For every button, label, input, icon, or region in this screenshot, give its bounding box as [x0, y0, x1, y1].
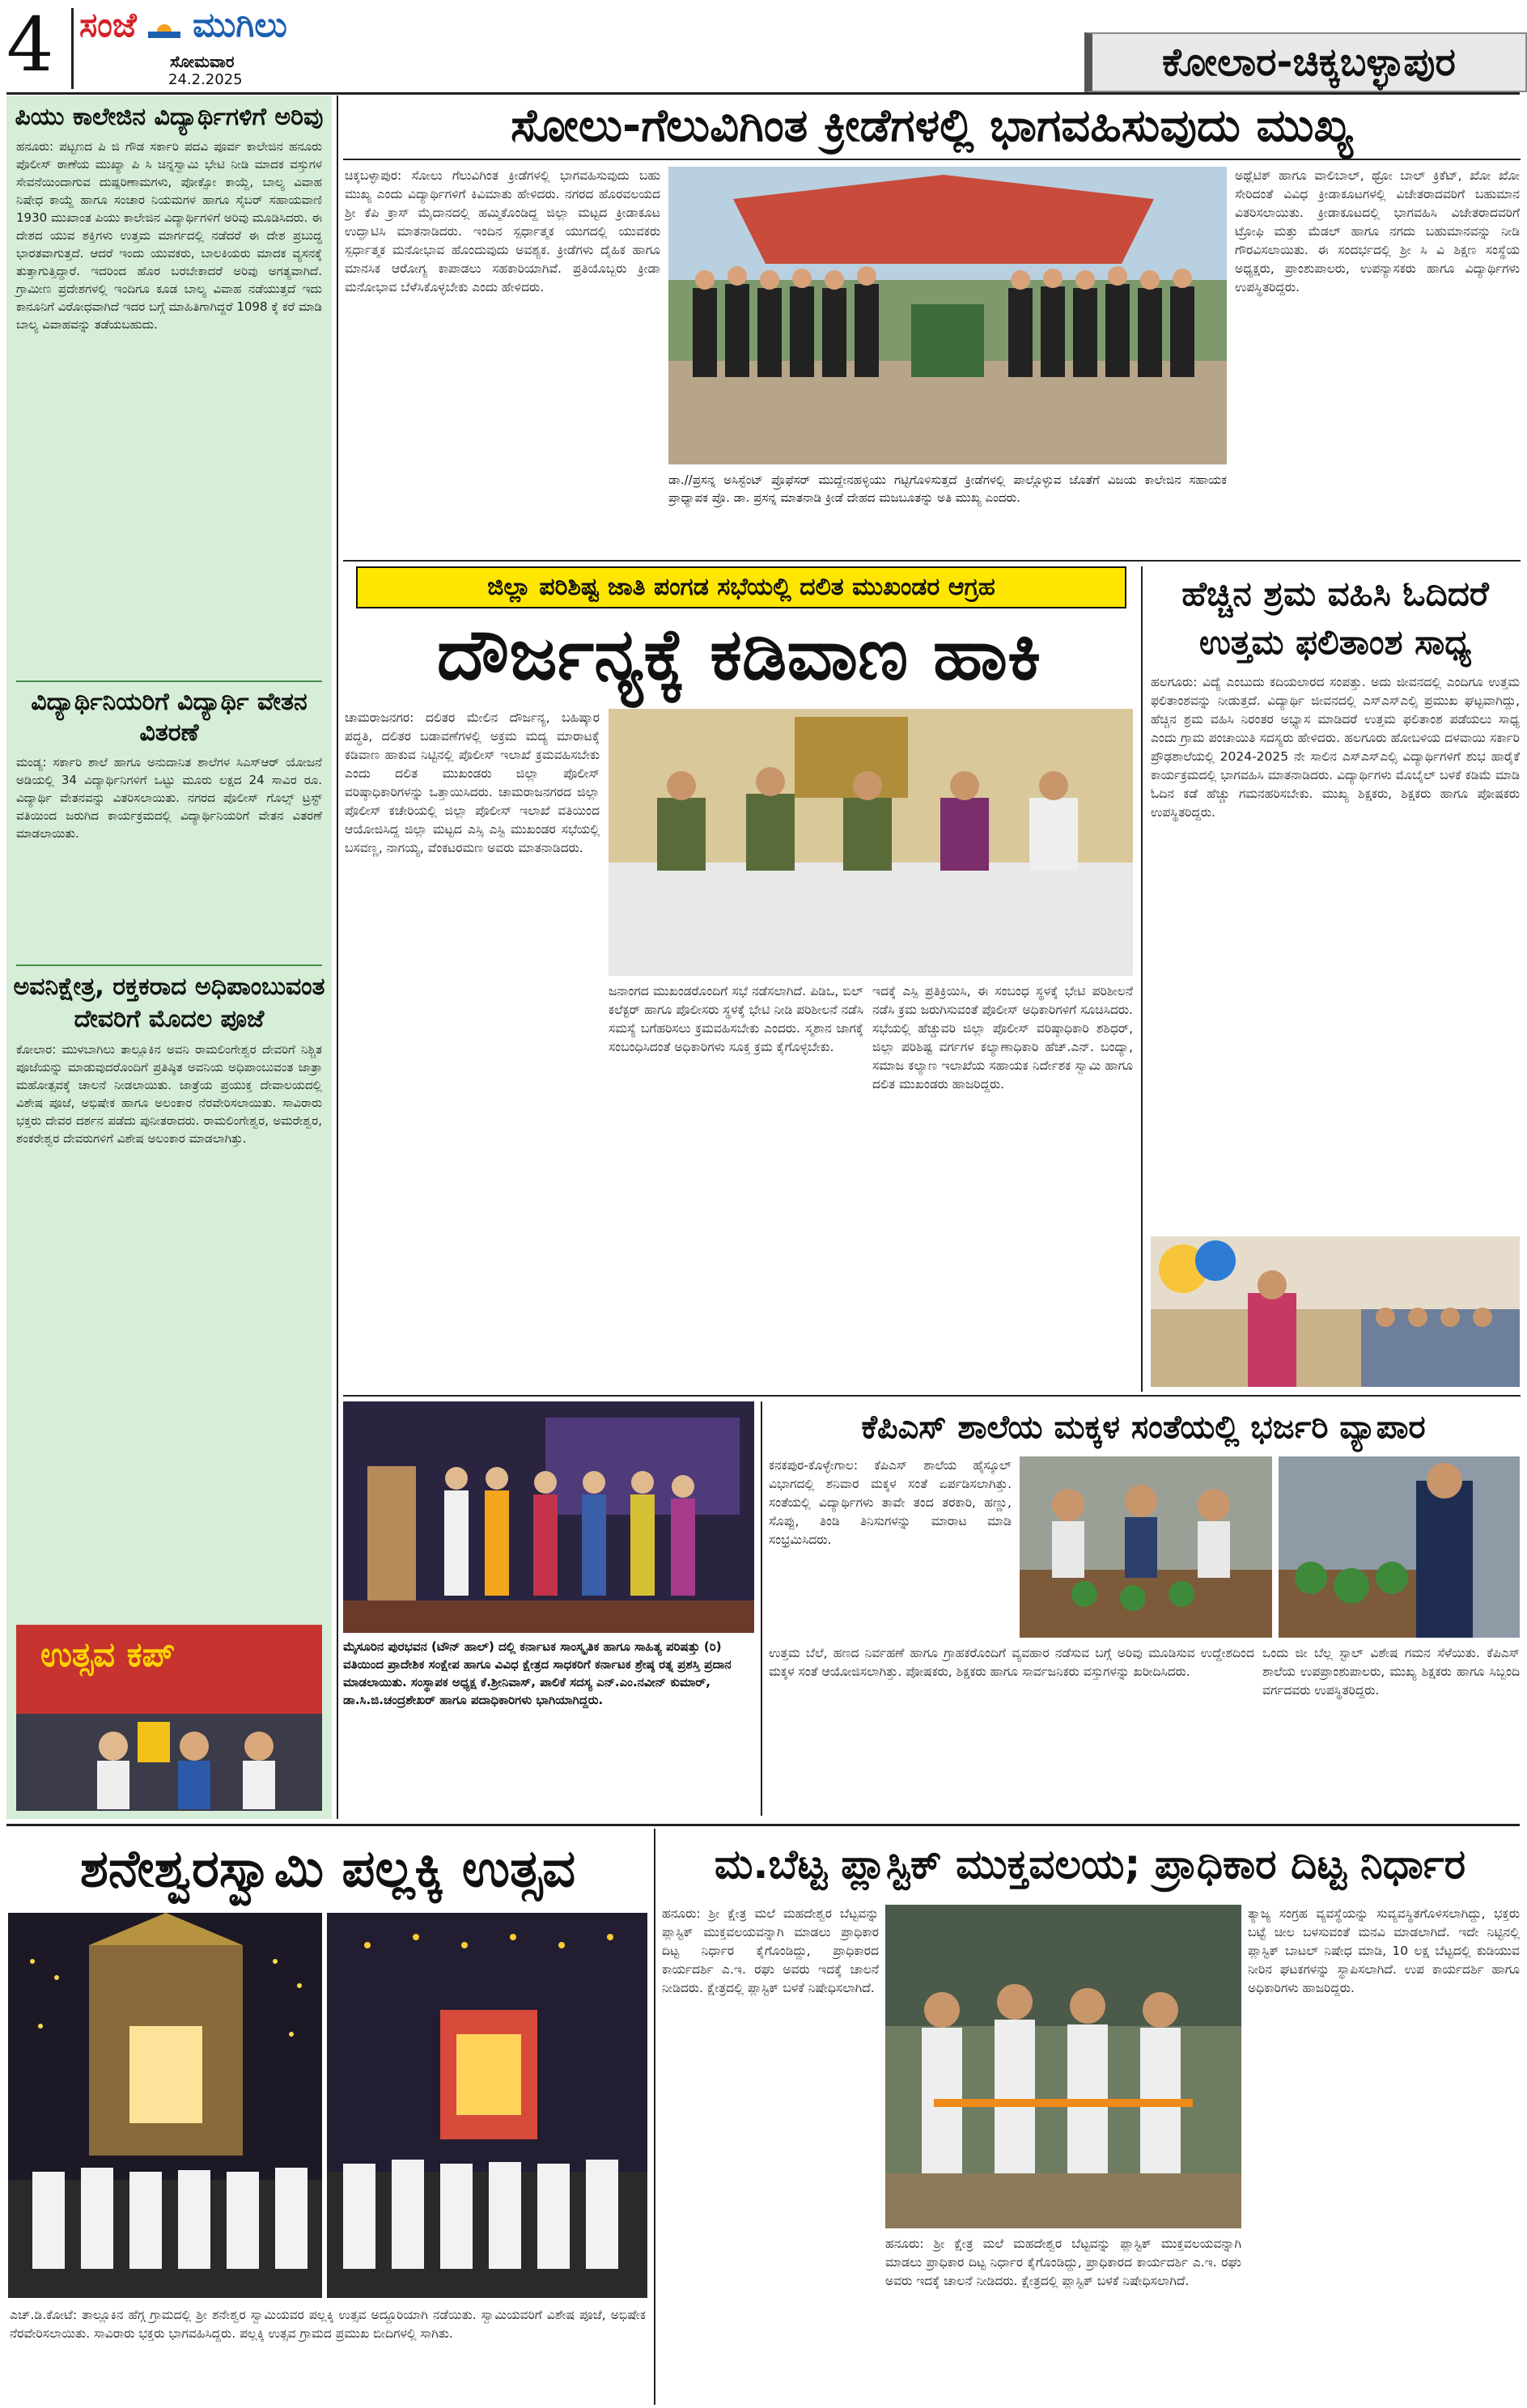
page-number: 4: [6, 2, 54, 88]
dalit-story-headline: ದೌರ್ಜನ್ಯಕ್ಕೆ ಕಡಿವಾಣ ಹಾಕಿ: [436, 613, 1041, 696]
left-item-2-body: ಮಂಡ್ಯ: ಸರ್ಕಾರಿ ಶಾಲೆ ಹಾಗೂ ಅನುದಾನಿತ ಶಾಲೆಗಳ ಸಿಎಸ್ಆರ್ ಯೋಜನೆ ಅಡಿಯಲ್ಲಿ 34 ವಿದ್ಯಾರ್ಥಿನಿಗಳಿಗೆ ಒಟ್ಟು ಮೂರು ಲಕ್ಷದ 24 ಸಾವಿರ ರೂ. ವಿದ್ಯಾರ್ಥಿ ವೇತನವನ್ನು ವಿತರಿಸಲಾಯಿತು. ನಗರದ ಪೊಲೀಸ್ ಗೊಲ್ಸ್ ಟ್ರಸ್ಟ್ ವತಿಯಿಂದ ಜರುಗಿದ ಕಾರ್ಯಕ್ರಮದಲ್ಲಿ ವಿದ್ಯಾರ್ಥಿನಿಯರಿಗೆ ವೇತನ ವಿತರಣೆ ಮಾಡಲಾಯಿತು.: [16, 755, 322, 841]
kps-story-body-left: ಕನಕಪುರ-ಕೊಳ್ಳೇಗಾಲ: ಕೆಪಿಎಸ್ ಶಾಲೆಯ ಹೈಸ್ಕೂಲ್ ವಿಭಾಗದಲ್ಲಿ ಶನಿವಾರ ಮಕ್ಕಳ ಸಂತೆ ಏರ್ಪಡಿಸಲಾಗಿತ್ತು. ಸಂತೆಯಲ್ಲಿ ವಿದ್ಯಾರ್ಥಿಗಳು ತಾವೇ ತಂದ ತರಕಾರಿ, ಹಣ್ಣು, ಸೊಪ್ಪು, ತಿಂಡಿ ತಿನಿಸುಗಳನ್ನು ಮಾರಾಟ ಮಾಡಿ ಸಂಭ್ರಮಿಸಿದರು.: [769, 1458, 1012, 1547]
dalit-story-kicker: ಜಿಲ್ಲಾ ಪರಿಶಿಷ್ಟ ಜಾತಿ ಪಂಗಡ ಸಭೆಯಲ್ಲಿ ದಲಿತ ಮುಖಂಡರ ಆಗ್ರಹ: [356, 566, 1126, 608]
plastic-free-body-right: ತ್ಯಾಜ್ಯ ಸಂಗ್ರಹ ವ್ಯವಸ್ಥೆಯನ್ನು ಸುವ್ಯವಸ್ಥಿತಗೊಳಿಸಲಾಗಿದ್ದು, ಭಕ್ತರು ಬಟ್ಟೆ ಚೀಲ ಬಳಸುವಂತೆ ಮನವಿ ಮಾಡಲಾಗಿದೆ. ಇದೇ ನಿಟ್ಟಿನಲ್ಲಿ ಪ್ಲಾಸ್ಟಿಕ್ ಬಾಟಲ್ ನಿಷೇಧ ಮಾಡಿ, 10 ಲಕ್ಷ ಬೆಟ್ಟದಲ್ಲಿ ಕುಡಿಯುವ ನೀರಿನ ಘಟಕಗಳನ್ನು ಸ್ಥಾಪಿಸಲಾಗಿದೆ. ಉಪ ಕಾರ್ಯದರ್ಶಿ ಹಾಗೂ ಅಧಿಕಾರಿಗಳು ಹಾಜರಿದ್ದರು.: [1248, 1906, 1520, 1995]
inauguration-photo-graphic: [885, 1905, 1241, 2228]
kps-story-body-mid: ಉತ್ತಮ ಬೆಲೆ, ಹಣದ ನಿರ್ವಹಣೆ ಹಾಗೂ ಗ್ರಾಹಕರೊಂದಿಗೆ ವ್ಯವಹಾರ ನಡೆಸುವ ಬಗ್ಗೆ ಅರಿವು ಮೂಡಿಸುವ ಉದ್ದೇಶದಿಂದ ಮಕ್ಕಳ ಸಂತೆ ಆಯೋಜಿಸಲಾಗಿತ್ತು. ಪೋಷಕರು, ಶಿಕ್ಷಕರು ಹಾಗೂ ಸಾರ್ವಜನಿಕರು ವಸ್ತುಗಳನ್ನು ಖರೀದಿಸಿದರು.: [769, 1646, 1254, 1679]
police-meeting-photo-graphic: [609, 709, 1133, 976]
left-divider-1: [16, 680, 322, 682]
kps-story-body-right: ಒಂದು ಜೀ ಬೆಲ್ಲ ಸ್ಟಾಲ್ ವಿಶೇಷ ಗಮನ ಸೆಳೆಯಿತು. ಕೆಪಿಎಸ್ ಶಾಲೆಯ ಉಪಪ್ರಾಂಶುಪಾಲರು, ಮುಖ್ಯ ಶಿಕ್ಷಕರು ಹಾಗೂ ಸಿಬ್ಬಂದಿ ವರ್ಗದವರು ಉಪಸ್ಥಿತರಿದ್ದರು.: [1262, 1646, 1520, 1698]
exam-story-body: ಹಲಗೂರು: ವಿದ್ಯೆ ಎಂಬುದು ಕದಿಯಲಾರದ ಸಂಪತ್ತು. ಅದು ಜೀವನದಲ್ಲಿ ಎಂದಿಗೂ ಉತ್ತಮ ಫಲಿತಾಂಶವನ್ನು ನೀಡುತ್ತದೆ. ವಿದ್ಯಾರ್ಥಿ ಜೀವನದಲ್ಲಿ ಎಸ್ಎಸ್ಎಲ್ಸಿ ಪ್ರಮುಖ ಘಟ್ಟವಾಗಿದ್ದು, ಹೆಚ್ಚಿನ ಶ್ರಮ ವಹಿಸಿ ನಿರಂತರ ಅಭ್ಯಾಸ ಮಾಡಿದರೆ ಉತ್ತಮ ಫಲಿತಾಂಶ ಪಡೆಯಲು ಸಾಧ್ಯ ಎಂದು ಗ್ರಾಮ ಪಂಚಾಯಿತಿ ಸದಸ್ಯರು ಹೇಳಿದರು. ಹಲಗೂರು ಹೋಬಳಿಯ ದಳವಾಯಿ ಸರ್ಕಾರಿ ಪ್ರೌಢಶಾಲೆಯಲ್ಲಿ 2024-2025 ನೇ ಸಾಲಿನ ಎಸ್ಎಸ್ಎಲ್ಸಿ ವಿದ್ಯಾರ್ಥಿಗಳಿಗೆ ಶುಭ ಹಾರೈಕೆ ಕಾರ್ಯಕ್ರಮದಲ್ಲಿ ಭಾಗವಹಿಸಿ ಮಾತನಾಡಿದರು. ವಿದ್ಯಾರ್ಥಿಗಳು ಮೊಬೈಲ್ ಬಳಕೆ ಕಡಿಮೆ ಮಾಡಿ ಓದಿನ ಕಡೆ ಹೆಚ್ಚು ಗಮನಹರಿಸಬೇಕು. ಮುಖ್ಯ ಶಿಕ್ಷಕರು, ಶಿಕ್ಷಕರು ಹಾಗೂ ಪೋಷಕರು ಉಪಸ್ಥಿತರಿದ್ದರು.: [1151, 675, 1520, 820]
palanquin-photo-graphic: [327, 1913, 647, 2298]
sports-event-photo: [668, 167, 1227, 464]
dalit-story-body-right: ಇದಕ್ಕೆ ಎಸ್ಪಿ ಪ್ರತಿಕ್ರಿಯಿಸಿ, ಈ ಸಂಬಂಧ ಸ್ಥಳಕ್ಕೆ ಭೇಟಿ ಪರಿಶೀಲನೆ ನಡೆಸಿ ಕ್ರಮ ಜರುಗಿಸುವಂತೆ ಪೊಲೀಸ್ ಅಧಿಕಾರಿಗಳಿಗೆ ಸೂಚಿಸಿದರು. ಸಭೆಯಲ್ಲಿ ಹೆಚ್ಚುವರಿ ಜಿಲ್ಲಾ ಪೊಲೀಸ್ ವರಿಷ್ಠಾಧಿಕಾರಿ ಶಶಿಧರ್, ಜಿಲ್ಲಾ ಪರಿಶಿಷ್ಟ ವರ್ಗಗಳ ಕಲ್ಯಾಣಾಧಿಕಾರಿ ಹೆಚ್.ಎನ್. ಬಂದ್ಯಾ, ಸಮಾಜ ಕಲ್ಯಾಣ ಇಲಾಖೆಯ ಸಹಾಯಕ ನಿರ್ದೇಶಕ ಸ್ವಾಮಿ ಹಾಗೂ ದಲಿತ ಮುಖಂಡರು ಹಾಜರಿದ್ದರು.: [872, 984, 1133, 1092]
top-story-body-left: ಚಿಕ್ಕಬಳ್ಳಾಪುರ: ಸೋಲು ಗೆಲುವಿಗಿಂತ ಕ್ರೀಡೆಗಳಲ್ಲಿ ಭಾಗವಹಿಸುವುದು ಬಹು ಮುಖ್ಯ ಎಂದು ವಿದ್ಯಾರ್ಥಿಗಳಿಗೆ ಕಿವಿಮಾತು ಹೇಳಿದರು. ನಗರದ ಹೊರವಲಯದ ಶ್ರೀ ಕೆಪಿ ಕ್ರಾಸ್ ಮೈದಾನದಲ್ಲಿ ಹಮ್ಮಿಕೊಂಡಿದ್ದ ಜಿಲ್ಲಾ ಮಟ್ಟದ ಕ್ರೀಡಾಕೂಟ ಉದ್ಘಾಟಿಸಿ ಮಾತನಾಡಿದರು. ಇಂದಿನ ಸ್ಪರ್ಧಾತ್ಮಕ ಯುಗದಲ್ಲಿ ಯುವಕರು ಸ್ಪರ್ಧಾತ್ಮಕ ಮನೋಭಾವ ಹೊಂದುವುದು ಅವಶ್ಯಕ. ಕ್ರೀಡೆಗಳು ದೈಹಿಕ ಹಾಗೂ ಮಾನಸಿಕ ಆರೋಗ್ಯ ಕಾಪಾಡಲು ಸಹಕಾರಿಯಾಗಿವೆ. ಪ್ರತಿಯೊಬ್ಬರು ಕ್ರೀಡಾ ಮನೋಭಾವ ಬೆಳೆಸಿಕೊಳ್ಳಬೇಕು ಎಂದು ಹೇಳಿದರು.: [345, 168, 660, 295]
dalit-story-right-rule: [1141, 566, 1143, 1392]
bottom-section-rule: [6, 1824, 1520, 1826]
market-photo-2-graphic: [1279, 1456, 1520, 1638]
header-rule: [6, 92, 1520, 95]
dalit-story-body-mid: ಜನಾಂಗದ ಮುಖಂಡರೊಂದಿಗೆ ಸಭೆ ನಡೆಸಲಾಗಿದೆ. ಪಿಡಿಒ, ಬಿಲ್ ಕಲೆಕ್ಟರ್ ಹಾಗೂ ಪೊಲೀಸರು ಸ್ಥಳಕ್ಕೆ ಭೇಟಿ ನೀಡಿ ಪರಿಶೀಲನೆ ನಡೆಸಿ ಸಮಸ್ಯೆ ಬಗೆಹರಿಸಲು ಕ್ರಮವಹಿಸಬೇಕು ಎಂದರು. ಸ್ಮಶಾನ ಜಾಗಕ್ಕೆ ಸಂಬಂಧಿಸಿದಂತೆ ಅಧಿಕಾರಿಗಳು ಸೂಕ್ತ ಕ್ರಮ ಕೈಗೊಳ್ಳಬೇಕು.: [609, 984, 863, 1054]
sports-event-photo-graphic: [668, 167, 1227, 464]
shaneshwara-headline: ಶನೇಶ್ವರಸ್ವಾಮಿ ಪಲ್ಲಕ್ಕಿ ಉತ್ಸವ: [79, 1839, 576, 1899]
left-item-1-body: ಹನೂರು: ಪಟ್ಟಣದ ಪಿ ಜಿ ಗೌಡ ಸರ್ಕಾರಿ ಪದವಿ ಪೂರ್ವ ಕಾಲೇಜಿನ ಹನೂರು ಪೊಲೀಸ್ ಠಾಣೆಯ ಮುಖ್ಯಾ ಪಿ ಸಿ ಚಿನ್ನಸ್ವಾಮಿ ಭೇಟಿ ನೀಡಿ ಮಾದಕ ವಸ್ತುಗಳ ಸೇವನೆಯಿಂದಾಗುವ ದುಷ್ಪರಿಣಾಮಗಳು, ಪೋಕ್ಸೋ ಕಾಯ್ದೆ, ಬಾಲ್ಯ ವಿವಾಹ ನಿಷೇಧ ಕಾಯ್ದೆ ಹಾಗೂ ಸಂಚಾರ ನಿಯಮಗಳ ಹಾಗೂ ಸೈಬರ್ ಸಹಾಯವಾಣಿ 1930 ಮುಖಾಂತ ಪಿಯು ಕಾಲೇಜಿನ ವಿದ್ಯಾರ್ಥಿಗಳಿಗೆ ಅರಿವು ಮೂಡಿಸಿದರು. ಈ ದೇಶದ ಯುವ ಶಕ್ತಿಗಳು ಉತ್ತಮ ಮಾರ್ಗದಲ್ಲಿ ನಡೆದರೆ ಈ ದೇಶ ಪ್ರಬುದ್ಧ ಭಾರತವಾಗುತ್ತದೆ. ಆದರೆ ಇಂದು ಯುವಕರು, ಬಾಲಕಿಯರು ಮಾದಕ ವ್ಯಸನಕ್ಕೆ ತುತ್ತಾಗುತ್ತಿದ್ದಾರೆ. ಇದರಿಂದ ಹೊರ ಬರಬೇಕಾದರೆ ಅರಿವು ಅಗತ್ಯವಾಗಿದೆ. ಗ್ರಾಮೀಣ ಪ್ರದೇಶಗಳಲ್ಲಿ ಇಂದಿಗೂ ಕೂಡ ಬಾಲ್ಯ ವಿವಾಹ ನಡೆಯುತ್ತದೆ ಇದು ಕಾನೂನಿಗೆ ವಿರೋಧವಾಗಿದೆ ಇದರ ಬಗ್ಗೆ ಮಾಹಿತಿಗಾಗಿದ್ದರೆ 1098 ಕ್ಕೆ ಕರೆ ಮಾಡಿ ಬಾಲ್ಯ ವಿವಾಹವನ್ನು ತಡೆಯಬಹುದು.: [16, 139, 322, 332]
left-item-3-body: ಕೋಲಾರ: ಮುಳಬಾಗಿಲು ತಾಲ್ಲೂಕಿನ ಅವನಿ ರಾಮಲಿಂಗೇಶ್ವರ ದೇವರಿಗೆ ನಿಶ್ಚಿತ ಪೂಜೆಯನ್ನು ಮಾಡುವುದರೊಂದಿಗೆ ಪ್ರತಿಷ್ಠಿತ ಅವನಿಯ ಅಧಿಪಾಂಬುವಂತ ಜಾತ್ರಾ ಮಹೋತ್ಸವಕ್ಕೆ ಚಾಲನೆ ನೀಡಲಾಯಿತು. ಜಾತ್ರೆಯ ಪ್ರಯುಕ್ತ ದೇವಾಲಯದಲ್ಲಿ ವಿಶೇಷ ಪೂಜೆ, ಅಭಿಷೇಕ ಹಾಗೂ ಅಲಂಕಾರ ನೆರವೇರಿಸಲಾಯಿತು. ಸಾವಿರಾರು ಭಕ್ತರು ದೇವರ ದರ್ಶನ ಪಡೆದು ಪುನೀತರಾದರು. ರಾಮಲಿಂಗೇಶ್ವರ, ಅಮರೇಶ್ವರ, ಶಂಕರೇಶ್ವರ ದೇವರುಗಳಿಗೆ ವಿಶೇಷ ಅಲಂಕಾರ ಮಾಡಲಾಗಿತ್ತು.: [16, 1042, 322, 1146]
temple-night-photo: [8, 1913, 322, 2298]
cup-banner-text: ಉತ್ಸವ ಕಪ್: [40, 1634, 176, 1674]
palanquin-photo: [327, 1913, 647, 2298]
inauguration-photo: [885, 1905, 1241, 2228]
dalit-story-body-left: ಚಾಮರಾಜನಗರ: ದಲಿತರ ಮೇಲಿನ ದೌರ್ಜನ್ಯ, ಬಹಿಷ್ಕಾರ ಪದ್ಧತಿ, ದಲಿತರ ಬಡಾವಣೆಗಳಲ್ಲಿ ಅಕ್ರಮ ಮದ್ಯ ಮಾರಾಟಕ್ಕೆ ಕಡಿವಾಣ ಹಾಕುವ ನಿಟ್ಟಿನಲ್ಲಿ ಪೊಲೀಸ್ ಇಲಾಖೆ ಕ್ರಮವಹಿಸಬೇಕು ಎಂದು ದಲಿತ ಮುಖಂಡರು ಜಿಲ್ಲಾ ಪೊಲೀಸ್ ವರಿಷ್ಠಾಧಿಕಾರಿಗಳನ್ನು ಒತ್ತಾಯಿಸಿದರು. ಚಾಮರಾಜನಗರದ ಜಿಲ್ಲಾ ಪೊಲೀಸ್ ಕಚೇರಿಯಲ್ಲಿ ಜಿಲ್ಲಾ ಪೊಲೀಸ್ ಇಲಾಖೆ ವತಿಯಿಂದ ಆಯೋಜಿಸಿದ್ದ ಜಿಲ್ಲಾ ಮಟ್ಟದ ಎಸ್ಸಿ ಎಸ್ಟಿ ಮುಖಂಡರ ಸಭೆಯಲ್ಲಿ ಬಸವಣ್ಣ, ನಾಗಯ್ಯ, ವೆಂಕಟರಮಣ ಅವರು ಮಾತನಾಡಿದರು.: [345, 710, 600, 855]
left-item-2-headline: ವಿದ್ಯಾರ್ಥಿನಿಯರಿಗೆ ವಿದ್ಯಾರ್ಥಿ ವೇತನ ವಿತರಣೆ: [31, 688, 308, 747]
left-item-2: [6, 687, 332, 960]
mid-rule: [343, 1395, 1521, 1397]
market-photo-1: [1020, 1456, 1272, 1638]
sun-logo-icon: [148, 17, 180, 38]
shaneshwara-body: ಎಚ್.ಡಿ.ಕೋಟೆ: ತಾಲ್ಲೂಕಿನ ಹೆಗ್ಗ ಗ್ರಾಮದಲ್ಲಿ ಶ್ರೀ ಶನೇಶ್ವರ ಸ್ವಾಮಿಯವರ ಪಲ್ಲಕ್ಕಿ ಉತ್ಸವ ಅದ್ದೂರಿಯಾಗಿ ನಡೆಯಿತು. ಸ್ವಾಮಿಯವರಿಗೆ ವಿಶೇಷ ಪೂಜೆ, ಅಭಿಷೇಕ ನೆರವೇರಿಸಲಾಯಿತು. ಸಾವಿರಾರು ಭಕ್ತರು ಭಾಗವಹಿಸಿದ್ದರು. ಪಲ್ಲಕ್ಕಿ ಉತ್ಸವ ಗ್ರಾಮದ ಪ್ರಮುಖ ಬೀದಿಗಳಲ್ಲಿ ಸಾಗಿತು.: [10, 2308, 646, 2341]
issue-day: ಸೋಮವಾರ: [170, 52, 235, 71]
school-event-photo-graphic: [1151, 1236, 1520, 1387]
cup-event-photo: [16, 1625, 322, 1811]
issue-date: 24.2.2025: [168, 71, 243, 88]
plastic-free-headline: ಮ.ಬೆಟ್ಟ ಪ್ಲಾಸ್ಟಿಕ್ ಮುಕ್ತವಲಯ; ಪ್ರಾಧಿಕಾರ ದಿಟ್ಟ ನಿರ್ಧಾರ: [714, 1841, 1466, 1888]
sports-photo-caption: ಡಾ.//ಪ್ರಸನ್ನ ಅಸಿಸ್ಟೆಂಟ್ ಪ್ರೊಫೆಸರ್ ಮುದ್ದೇನಹಳ್ಳಿಯು ಗಟ್ಟಿಗೊಳಿಸುತ್ತದೆ ಕ್ರೀಡೆಗಳಲ್ಲಿ ಪಾಲ್ಗೊಳ್ಳುವ ಜೊತೆಗೆ ವಿಜಯ ಕಾಲೇಜಿನ ಸಹಾಯಕ ಪ್ರಾಧ್ಯಾಪಕ ಪ್ರೊ. ಡಾ. ಪ್ರಸನ್ನ ಮಾತನಾಡಿ ಕ್ರೀಡೆ ದೇಹದ ಮಜಬೂತನ್ನು ಅತಿ ಮುಖ್ಯ ಎಂದರು.: [668, 473, 1227, 505]
top-story-headline: ಸೋಲು-ಗೆಲುವಿಗಿಂತ ಕ್ರೀಡೆಗಳಲ್ಲಿ ಭಾಗವಹಿಸುವುದು ಮುಖ್ಯ: [511, 100, 1353, 152]
section-title: ಕೋಲಾರ-ಚಿಕ್ಕಬಳ್ಳಾಪುರ: [1084, 32, 1527, 92]
left-column: [6, 95, 332, 1819]
bottom-divider-rule: [654, 1829, 655, 2405]
exam-story-headline: ಹೆಚ್ಚಿನ ಶ್ರಮ ವಹಿಸಿ ಓದಿದರೆ ಉತ್ತಮ ಫಲಿತಾಂಶ ಸಾಧ್ಯ: [1181, 574, 1489, 662]
award-ceremony-photo: [343, 1401, 754, 1633]
left-item-1-headline: ಪಿಯು ಕಾಲೇಜಿನ ವಿದ್ಯಾರ್ಥಿಗಳಿಗೆ ಅರಿವು: [15, 103, 324, 131]
school-event-photo: [1151, 1236, 1520, 1387]
plastic-free-caption: ಹನೂರು: ಶ್ರೀ ಕ್ಷೇತ್ರ ಮಲೆ ಮಹದೇಶ್ವರ ಬೆಟ್ಟವನ್ನು ಪ್ಲಾಸ್ಟಿಕ್ ಮುಕ್ತವಲಯವನ್ನಾಗಿ ಮಾಡಲು ಪ್ರಾಧಿಕಾರ ದಿಟ್ಟ ನಿರ್ಧಾರ ಕೈಗೊಂಡಿದ್ದು, ಪ್ರಾಧಿಕಾರದ ಕಾರ್ಯದರ್ಶಿ ಎ.ಇ. ರಘು ಅವರು ಇದಕ್ಕೆ ಚಾಲನೆ ನೀಡಿದರು. ಕ್ಷೇತ್ರದಲ್ಲಿ ಪ್ಲಾಸ್ಟಿಕ್ ಬಳಕೆ ನಿಷೇಧಿಸಲಾಗಿದೆ.: [885, 2236, 1241, 2288]
award-ceremony-photo-graphic: [343, 1401, 754, 1633]
kps-story-headline: ಕೆಪಿಎಸ್ ಶಾಲೆಯ ಮಕ್ಕಳ ಸಂತೆಯಲ್ಲಿ ಭರ್ಜರಿ ವ್ಯಾಪಾರ: [861, 1409, 1426, 1446]
logo-part1: ಸಂಜೆ: [79, 5, 137, 45]
award-right-rule: [761, 1401, 762, 1816]
left-item-3: [6, 971, 332, 1639]
top-story-rule: [343, 159, 1521, 160]
left-item-3-headline: ಅವನಿಕ್ಷೇತ್ರ, ರಕ್ತಕರಾದ ಅಧಿಪಾಂಬುವಂತ ದೇವರಿಗೆ ಮೊದಲ ಪೂಜೆ: [13, 973, 325, 1033]
top-story-bottom-rule: [343, 560, 1521, 562]
left-item-1: [6, 95, 332, 676]
temple-night-photo-graphic: [8, 1913, 322, 2298]
award-photo-caption: ಮೈಸೂರಿನ ಪುರಭವನ (ಟೌನ್ ಹಾಲ್) ದಲ್ಲಿ ಕರ್ನಾಟಕ ಸಾಂಸ್ಕೃತಿಕ ಹಾಗೂ ಸಾಹಿತ್ಯ ಪರಿಷತ್ತು (ರಿ) ವತಿಯಿಂದ ಪ್ರಾದೇಶಿಕ ಸಂಕ್ಷೇಪ ಹಾಗೂ ವಿವಿಧ ಕ್ಷೇತ್ರದ ಸಾಧಕರಿಗೆ ಕರ್ನಾಟಕ ಶ್ರೇಷ್ಠ ರತ್ನ ಪ್ರಶಸ್ತಿ ಪ್ರದಾನ ಮಾಡಲಾಯಿತು. ಸಂಸ್ಥಾಪಕ ಅಧ್ಯಕ್ಷ ಕೆ.ಶ್ರೀನಿವಾಸ್, ಪಾಲಿಕೆ ಸದಸ್ಯ ಎನ್.ಎಂ.ನವೀನ್ ಕುಮಾರ್, ಡಾ.ಸಿ.ಜಿ.ಚಂದ್ರಶೇಖರ್ ಹಾಗೂ ಪದಾಧಿಕಾರಿಗಳು ಭಾಗಿಯಾಗಿದ್ದರು.: [343, 1639, 732, 1707]
top-story-body-right: ಅಥ್ಲೆಟಿಕ್ ಹಾಗೂ ವಾಲಿಬಾಲ್, ಥ್ರೋ ಬಾಲ್ ಕ್ರಿಕೆಟ್, ಖೋ ಖೋ ಸೇರಿದಂತೆ ವಿವಿಧ ಕ್ರೀಡಾಕೂಟಗಳಲ್ಲಿ ವಿಜೇತರಾದವರಿಗೆ ಬಹುಮಾನ ವಿತರಿಸಲಾಯಿತು. ಕ್ರೀಡಾಕೂಟದಲ್ಲಿ ಭಾಗವಹಿಸಿ ವಿಜೇತರಾದವರಿಗೆ ಟ್ರೋಫಿ ಮತ್ತು ಮೆಡಲ್ ಹಾಗೂ ನಗದು ಬಹುಮಾನವನ್ನು ನೀಡಿ ಗೌರವಿಸಲಾಯಿತು. ಈ ಸಂದರ್ಭದಲ್ಲಿ ಶ್ರೀ ಸಿ ವಿ ಶಿಕ್ಷಣ ಸಂಸ್ಥೆಯ ಅಧ್ಯಕ್ಷರು, ಪ್ರಾಂಶುಪಾಲರು, ಉಪನ್ಯಾಸಕರು ಹಾಗೂ ವಿದ್ಯಾರ್ಥಿಗಳು ಉಪಸ್ಥಿತರಿದ್ದರು.: [1235, 168, 1520, 295]
newspaper-logo: [79, 5, 290, 53]
masthead-divider: [71, 8, 74, 89]
market-photo-2: [1279, 1456, 1520, 1638]
left-column-rule: [337, 95, 338, 1819]
left-divider-2: [16, 964, 322, 966]
logo-part2: ಮುಗಿಲು: [193, 5, 287, 45]
market-photo-1-graphic: [1020, 1456, 1272, 1638]
plastic-free-body-left: ಹನೂರು: ಶ್ರೀ ಕ್ಷೇತ್ರ ಮಲೆ ಮಹದೇಶ್ವರ ಬೆಟ್ಟವನ್ನು ಪ್ಲಾಸ್ಟಿಕ್ ಮುಕ್ತವಲಯವನ್ನಾಗಿ ಮಾಡಲು ಪ್ರಾಧಿಕಾರ ದಿಟ್ಟ ನಿರ್ಧಾರ ಕೈಗೊಂಡಿದ್ದು, ಪ್ರಾಧಿಕಾರದ ಕಾರ್ಯದರ್ಶಿ ಎ.ಇ. ರಘು ಅವರು ಇದಕ್ಕೆ ಚಾಲನೆ ನೀಡಿದರು. ಕ್ಷೇತ್ರದಲ್ಲಿ ಪ್ಲಾಸ್ಟಿಕ್ ಬಳಕೆ ನಿಷೇಧಿಸಲಾಗಿದೆ.: [662, 1906, 879, 1995]
police-meeting-photo: [609, 709, 1133, 976]
